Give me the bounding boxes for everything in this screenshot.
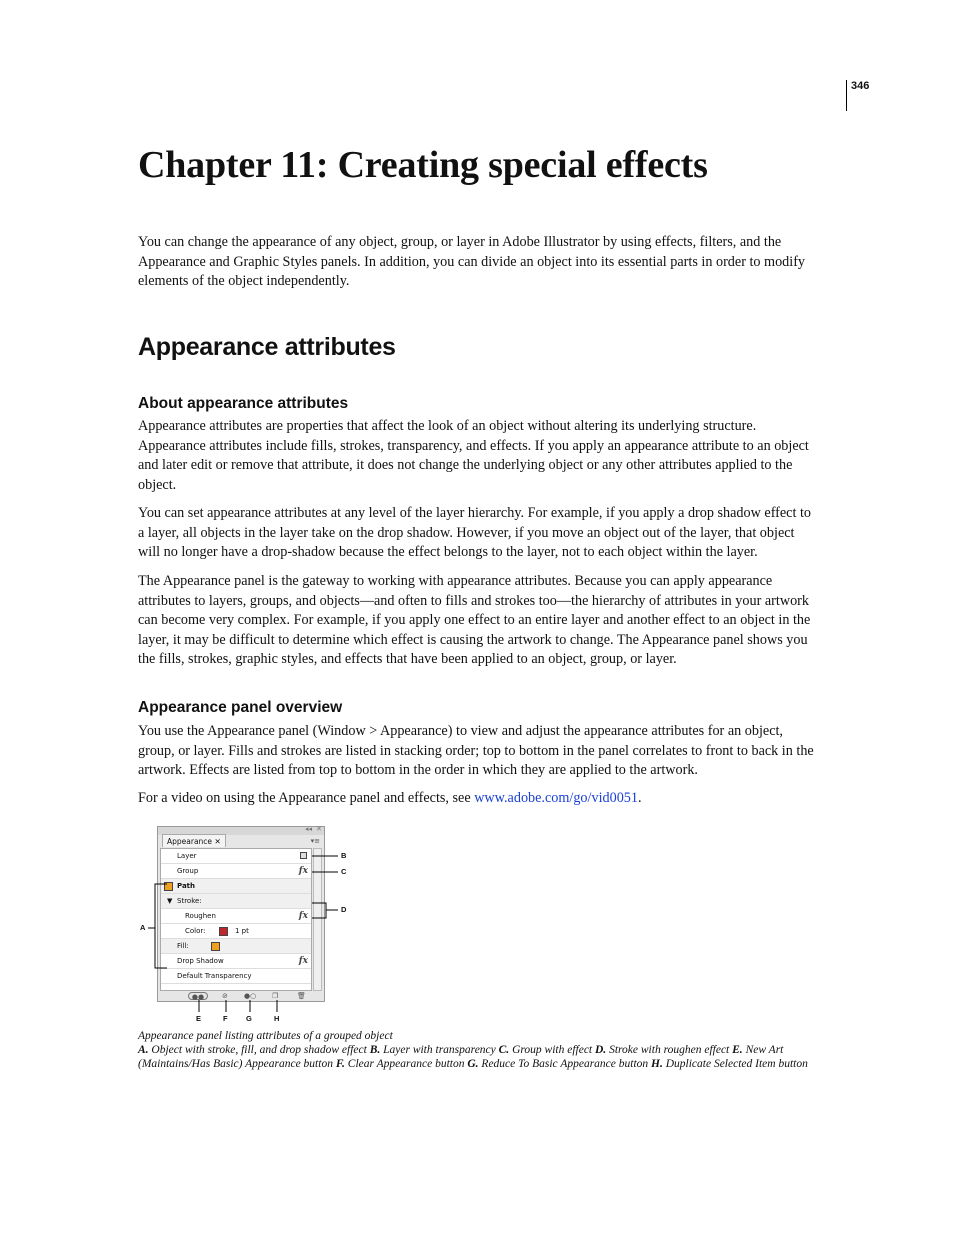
overview-heading: Appearance panel overview (138, 699, 343, 716)
disclosure-triangle-icon[interactable]: ▼ (167, 897, 173, 905)
caption-a: Object with stroke, fill, and drop shadow effect (148, 1044, 370, 1056)
section-title: Appearance attributes (138, 333, 396, 361)
row-label: Default Transparency (177, 972, 252, 980)
effect-icon: fx (298, 866, 308, 876)
effect-icon: fx (298, 911, 308, 921)
delete-item-icon[interactable]: 🗑 (297, 992, 306, 1000)
callout-g: G (246, 1014, 252, 1023)
figure-caption (138, 1029, 818, 1071)
callout-b: B (341, 851, 347, 860)
caption-key-b: B. (369, 1044, 381, 1056)
stroke-weight: 1 pt (235, 927, 249, 935)
video-text: For a video on using the Appearance panel and effects, see (138, 790, 475, 806)
callout-c: C (341, 867, 347, 876)
caption-key-a: A. (138, 1044, 149, 1056)
reduce-basic-appearance-icon[interactable]: ●○ (244, 992, 257, 1000)
about-heading: About appearance attributes (138, 395, 349, 412)
caption-h: Duplicate Selected Item button (662, 1058, 808, 1070)
page-number: 346 (851, 80, 870, 92)
about-paragraph-3: The Appearance panel is the gateway to working with appearance attributes. Because you can apply appearance attributes to layers, groups, and objects—and often to fills and strokes too—the hierarchy of attributes in your artwork can become very complex. For example, if you apply one effect to an entire layer and another effect to an object in the layer, it may be difficult to determine which effect is causing the artwork to change. The Appearance panel shows you the fills, strokes, graphic styles, and effects that have been applied to an object, group, or layer. (138, 573, 811, 667)
row-label: Roughen (185, 912, 216, 920)
video-text-end: . (637, 790, 642, 806)
caption-key-h: H. (651, 1058, 663, 1070)
caption-key-g: G. (467, 1058, 479, 1070)
tab-close-icon[interactable]: ✕ (214, 837, 221, 846)
about-paragraph-2: You can set appearance attributes at any level of the layer hierarchy. For example, if you apply a drop shadow effect to a layer, all objects in the layer take on the drop shadow. However, if you move an object out of the layer, that object will no longer have a drop-shadow because the effect belongs to the layer, not to each object within the layer. (138, 505, 812, 560)
row-label: Group (177, 867, 199, 875)
callout-a: A (140, 923, 146, 932)
caption-key-f: F. (335, 1058, 345, 1070)
effect-icon: fx (298, 956, 308, 966)
chapter-title: Chapter 11: Creating special effects (138, 144, 708, 186)
about-paragraph-1: Appearance attributes are properties that affect the look of an object without altering its underlying structure. Appearance attributes include fills, strokes, transparency, and effects. If you apply an appearance attribute to an object and later edit or remove that attribute, it does not change the underlying object or any other attributes applied to the object. (138, 418, 809, 493)
row-label: Stroke: (177, 897, 202, 905)
collapse-icon[interactable]: ◂◂ (305, 825, 313, 833)
duplicate-item-icon[interactable]: ❐ (272, 992, 279, 1000)
caption-key-d: D. (595, 1044, 607, 1056)
intro-paragraph: You can change the appearance of any object, group, or layer in Adobe Illustrator by using effects, filters, and the Appearance and Graphic Styles panels. In addition, you can divide an object into its essential parts in order to modify elements of the object independently. (138, 234, 806, 289)
caption-c: Group with effect (509, 1044, 595, 1056)
overview-paragraph-1: You use the Appearance panel (Window > Appearance) to view and adjust the appearance attributes for an object, group, or layer. Fills and strokes are listed in stacking order; top to bottom in the panel correlates to front to back in the artwork. Effects are listed from top to bottom in the order in which they are applied to the artwork. (138, 723, 814, 778)
callout-d: D (341, 905, 347, 914)
caption-title: Appearance panel listing attributes of a grouped object (138, 1030, 393, 1042)
row-label: Layer (177, 852, 197, 860)
tab-label: Appearance (167, 837, 213, 846)
clear-appearance-icon[interactable]: ⊘ (222, 992, 228, 1000)
callout-e: E (196, 1014, 202, 1023)
callout-h: H (274, 1014, 280, 1023)
panel-menu-icon[interactable]: ▾≡ (310, 837, 320, 845)
close-panel-icon[interactable]: ✕ (316, 825, 322, 833)
caption-e: New Art (Maintains/Has Basic) Appearance button (138, 1044, 784, 1070)
row-label: Path (177, 882, 195, 890)
caption-key-c: C. (498, 1044, 510, 1056)
row-label: Fill: (177, 942, 189, 950)
row-label: Color: (185, 927, 206, 935)
caption-f: Clear Appearance button (344, 1058, 468, 1070)
video-link[interactable]: www.adobe.com/go/vid0051 (474, 790, 638, 806)
caption-d: Stroke with roughen effect (606, 1044, 733, 1056)
caption-key-e: E. (732, 1044, 743, 1056)
callout-f: F (223, 1014, 228, 1023)
new-art-appearance-icon[interactable]: ●● (188, 992, 208, 1000)
row-label: Drop Shadow (177, 957, 224, 965)
caption-g: Reduce To Basic Appearance button (478, 1058, 652, 1070)
caption-b: Layer with transparency (380, 1044, 499, 1056)
